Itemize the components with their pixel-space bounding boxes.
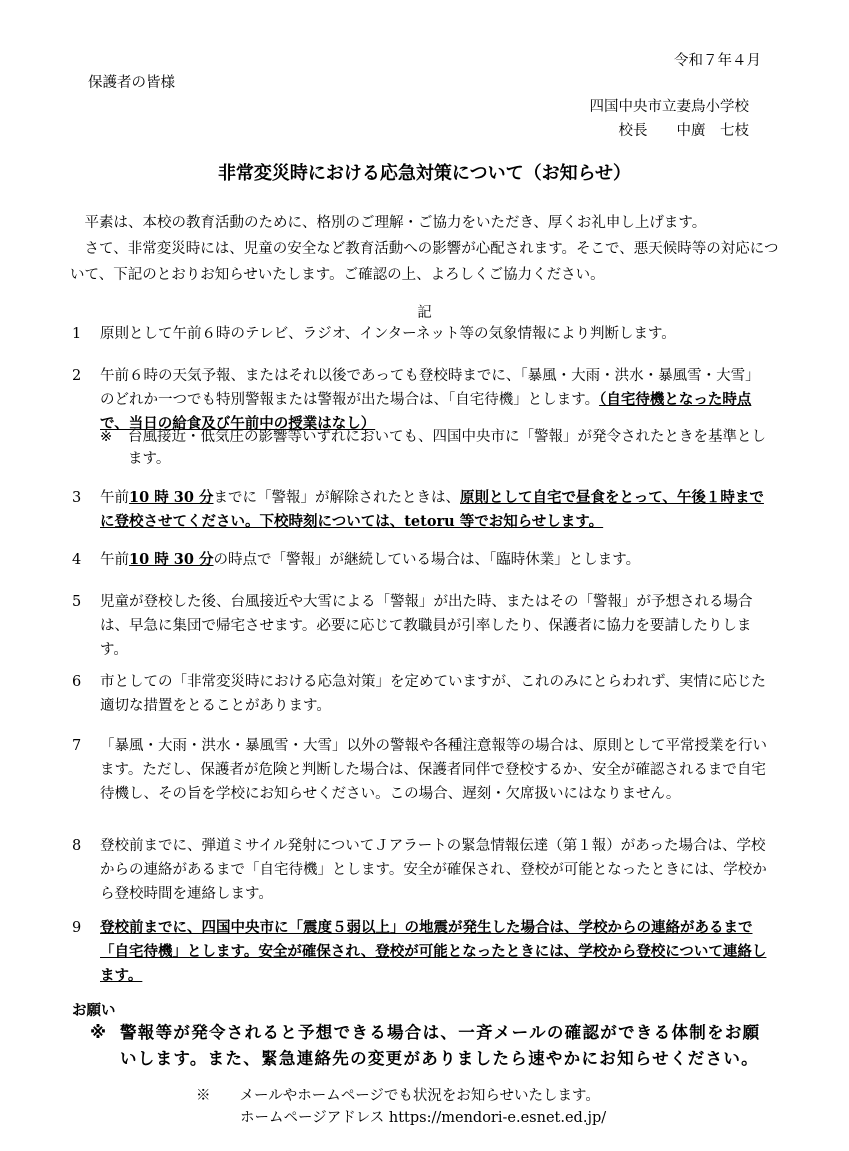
item-text-emphasis: 登校前までに、四国中央市に「震度５弱以上」の地震が発生した場合は、学校からの連絡があるまで「自宅待機」とします。安全が確保され、登校が可能となったときには、学校から登校について連絡します。 — [100, 919, 767, 984]
school-name: 四国中央市立妻鳥小学校 — [589, 99, 749, 115]
item-number: 1 — [72, 326, 82, 342]
item-text — [100, 548, 772, 572]
item-text — [100, 916, 772, 988]
item-number: 7 — [72, 738, 82, 754]
ki-heading: 記 — [417, 305, 432, 321]
footer-note: ※ メールやホームページでも状況をお知らせいたします。 — [196, 1088, 600, 1104]
item-number: 3 — [72, 490, 82, 506]
request-mark: ※ — [90, 1023, 108, 1042]
item-text-emphasis: （自宅待機となった時点で、当日の給食及び午前中の授業はなし） — [100, 391, 752, 432]
item-text-pre: 午前 — [100, 490, 129, 506]
note-mark: ※ — [100, 429, 113, 445]
item-text: 原則として午前６時のテレビ、ラジオ、インターネット等の気象情報により判断します。 — [100, 326, 676, 342]
item-number: 2 — [72, 368, 82, 384]
list-item-4 — [72, 548, 772, 572]
item-text-plain: 午前６時の天気予報、またはそれ以後であっても登校時までに、「暴風・大雨・洪水・暴風雪・大雪」のどれか一つでも特別警報または警報が出た場合は、「自宅待機」とします。 — [100, 368, 760, 408]
request-block — [90, 1020, 770, 1072]
intro-paragraph-2: さて、非常変災時には、児童の安全など教育活動への影響が心配されます。そこで、悪天候時等の対応について、下記のとおりお知らせいたします。ご確認の上、よろしくご協力ください。 — [70, 241, 779, 283]
addressee: 保護者の皆様 — [88, 75, 175, 91]
list-item-9 — [72, 916, 772, 988]
item-text-pre: 午前 — [100, 552, 129, 568]
homepage-address: ホームページアドレス https://mendori-e.esnet.ed.jp/ — [240, 1110, 607, 1126]
item-text: 登校前までに、弾道ミサイル発射についてＪアラートの緊急情報伝達（第１報）があった場合は、学校からの連絡があるまで「自宅待機」とします。安全が確保され、登校が可能となったときには、学校から登校時間を連絡します。 — [100, 838, 767, 902]
item-text — [100, 486, 772, 534]
item-text-emphasis: 原則として自宅で昼食をとって、午後１時までに登校させてください。下校時刻については、tetoru 等でお知らせします。 — [100, 489, 764, 530]
request-heading: お願い — [72, 1003, 116, 1019]
item-text: 「暴風・大雨・洪水・暴風雪・大雪」以外の警報や各種注意報等の場合は、原則として平常授業を行います。ただし、保護者が危険と判断した場合は、保護者同伴で登校するか、安全が確認されるまで自宅待機し、その旨を学校にお知らせください。この場合、遅刻・欠席扱いにはなりません。 — [100, 738, 767, 802]
item-number: 8 — [72, 838, 82, 854]
document-date: 令和７年４月 — [674, 53, 761, 69]
item-2-note — [100, 426, 770, 470]
item-text-post: の時点で「警報」が継続している場合は、「臨時休業」とします。 — [213, 552, 641, 568]
document-title: 非常変災時における応急対策について（お知らせ） — [217, 163, 632, 184]
item-number: 9 — [72, 920, 82, 936]
item-number: 4 — [72, 552, 82, 568]
request-text: 警報等が発令されると予想できる場合は、一斉メールの確認ができる体制をお願いします。また、緊急連絡先の変更がありましたら速やかにお知らせください。 — [120, 1023, 761, 1068]
note-text: 台風接近・低気圧の影響等いずれにおいても、四国中央市に「警報」が発令されたときを基準とします。 — [128, 429, 766, 467]
item-number: 6 — [72, 674, 82, 690]
principal-name: 校長 中廣 七枝 — [618, 123, 749, 139]
list-item-5 — [72, 590, 772, 662]
intro — [70, 210, 790, 288]
intro-paragraph-1: 平素は、本校の教育活動のために、格別のご理解・ご協力をいただき、厚くお礼申し上げます。 — [84, 215, 707, 231]
list-item-6 — [72, 670, 772, 718]
list-item-7 — [72, 734, 772, 806]
item-text-mid: までに「警報」が解除されたときは、 — [213, 490, 461, 506]
item-text: 児童が登校した後、台風接近や大雪による「警報」が出た時、またはその「警報」が予想される場合は、早急に集団で帰宅させます。必要に応じて教職員が引率したり、保護者に協力を要請したりします。 — [100, 594, 753, 658]
item-number: 5 — [72, 594, 82, 610]
list-item-1 — [72, 322, 772, 346]
list-item-8 — [72, 834, 772, 906]
item-time: 10 時 30 分 — [129, 489, 214, 506]
item-time: 10 時 30 分 — [129, 551, 214, 568]
list-item-3 — [72, 486, 772, 534]
item-text: 市としての「非常変災時における応急対策」を定めていますが、これのみにとらわれず、実情に応じた適切な措置をとることがあります。 — [100, 674, 766, 714]
